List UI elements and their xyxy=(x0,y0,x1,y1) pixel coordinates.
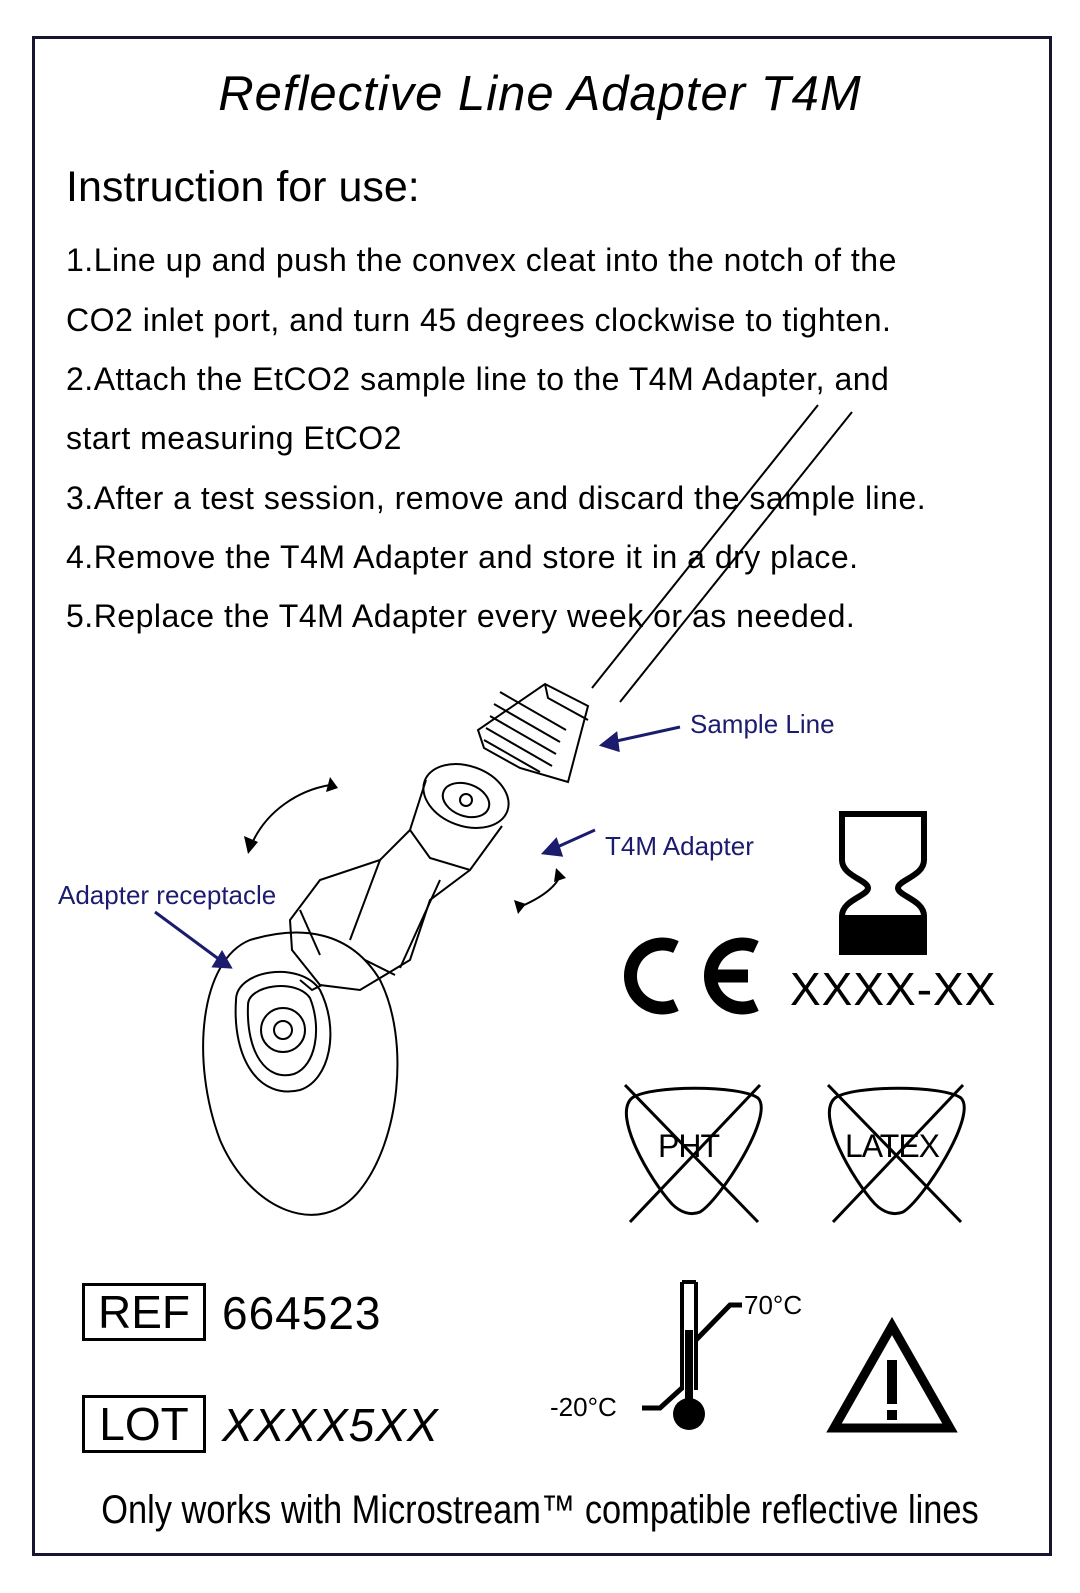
hourglass-icon xyxy=(842,814,924,952)
instruction-line-7: 5.Replace the T4M Adapter every week or as needed. xyxy=(66,598,856,634)
lot-number: XXXX5XX xyxy=(222,1399,439,1451)
instruction-line-4: start measuring EtCO2 xyxy=(66,420,402,456)
sample-line-label: Sample Line xyxy=(690,709,835,739)
adapter-receptacle-arrow-head xyxy=(214,953,230,967)
pht-label: PHT xyxy=(658,1128,719,1164)
adapter-receptacle xyxy=(203,933,397,1215)
temperature-min: -20°C xyxy=(550,1392,617,1422)
temperature-limit-icon xyxy=(642,1282,742,1408)
ref-number: 664523 xyxy=(222,1287,382,1339)
instruction-line-3: 2.Attach the EtCO2 sample line to the T4M Adapter, and xyxy=(66,361,890,397)
rotation-arrow xyxy=(250,785,330,848)
t4m-adapter-arrow-head xyxy=(544,840,561,855)
ce-mark-icon xyxy=(630,944,756,1008)
adapter-receptacle-arrow xyxy=(155,912,220,960)
ce-notified-body-number: XXXX-XX xyxy=(790,963,997,1015)
rotation-arrow-head xyxy=(554,868,566,882)
sample-line-arrow xyxy=(612,727,680,742)
t4m-adapter-body xyxy=(290,753,518,990)
instructions-heading: Instruction for use: xyxy=(66,163,420,211)
latex-label: LATEX xyxy=(845,1128,939,1164)
sample-line-tube-edge xyxy=(620,412,852,702)
temperature-max: 70°C xyxy=(744,1290,803,1320)
sample-line-connector xyxy=(478,684,588,782)
sample-line-arrow-head xyxy=(602,734,618,750)
instruction-line-2: CO2 inlet port, and turn 45 degrees clockwise to tighten. xyxy=(66,302,892,338)
instruction-line-5: 3.After a test session, remove and discard the sample line. xyxy=(66,480,927,516)
instruction-line-6: 4.Remove the T4M Adapter and store it in a dry place. xyxy=(66,539,859,575)
t4m-adapter-arrow xyxy=(555,830,595,848)
t4m-adapter-label: T4M Adapter xyxy=(605,831,754,861)
caution-icon xyxy=(834,1326,950,1428)
label-title: Reflective Line Adapter T4M xyxy=(218,67,862,121)
sample-line-tube-edge xyxy=(592,405,818,688)
lot-symbol: LOT xyxy=(82,1395,206,1453)
rotation-arrow-head xyxy=(514,900,526,914)
rotation-arrow-head xyxy=(244,836,258,854)
adapter-receptacle-label: Adapter receptacle xyxy=(58,880,277,910)
thermometer-bulb xyxy=(673,1398,705,1430)
compatibility-note: Only works with Microstream™ compatible reflective lines xyxy=(101,1488,979,1532)
instruction-line-1: 1.Line up and push the convex cleat into the notch of the xyxy=(66,242,897,278)
ref-symbol: REF xyxy=(82,1283,206,1341)
